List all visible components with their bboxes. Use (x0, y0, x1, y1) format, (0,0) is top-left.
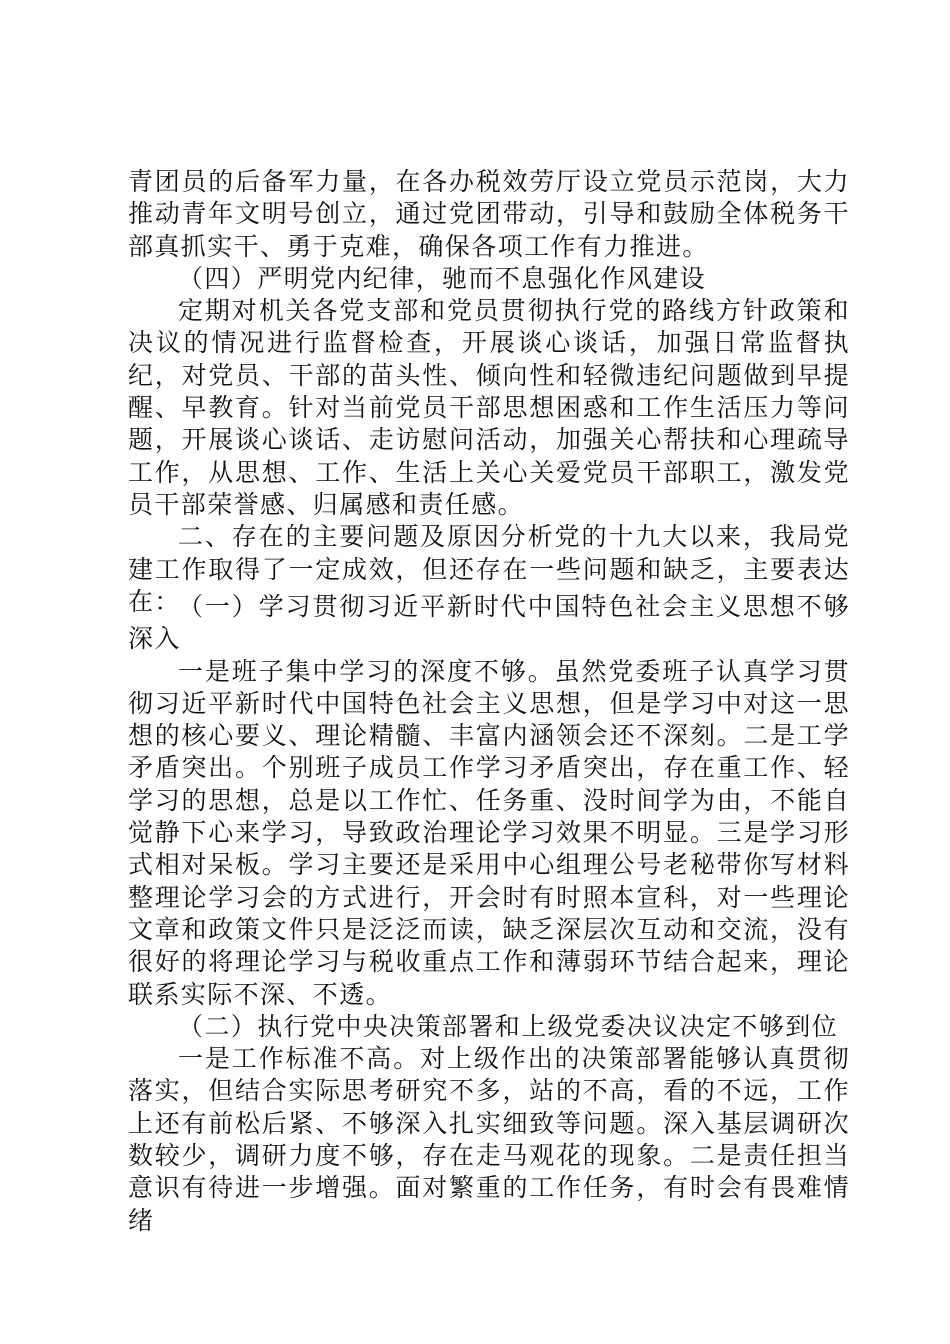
text-section-top (128, 166, 850, 618)
section-heading-2: （二）执行党中央决策部署和上级党委决议决定不够到位 (178, 1011, 839, 1041)
paragraph-continuation: 青团员的后备军力量，在各办税效劳厅设立党员示范岗，大力推动青年文明号创立，通过党团带动，引导和鼓励全体税务干部真抓实干、勇于克难，确保各项工作有力推进。 (128, 167, 850, 261)
text-section-bottom (128, 591, 850, 1237)
paragraph-problems-intro: 二、存在的主要问题及原因分析党的十九大以来，我局党建工作取得了一定成效，但还存在一些问题和缺乏，主要表达在： (128, 522, 850, 616)
paragraph-execution: 一是工作标准不高。对上级作出的决策部署能够认真贯彻落实，但结合实际思考研究不多，站的不高，看的不远，工作上还有前松后紧、不够深入扎实细致等问题。深入基层调研次数较少，调研力度不够，存在走马观花的现象。二是责任担当意识有待进一步增强。面对繁重的工作任务，有时会有畏难情绪 (128, 1044, 850, 1235)
section-heading-4: （四）严明党内纪律，驰而不息强化作风建设 (178, 263, 707, 293)
section-heading-1: （一）学习贯彻习近平新时代中国特色社会主义思想不够深入 (128, 592, 850, 654)
paragraph-study: 一是班子集中学习的深度不够。虽然党委班子认真学习贯彻习近平新时代中国特色社会主义思想，但是学习中对这一思想的核心要义、理论精髓、丰富内涵领会还不深刻。二是工学矛盾突出。个别班子成员工作学习矛盾突出，存在重工作、轻学习的思想，总是以工作忙、任务重、没时间学为由，不能自觉静下心来学习，导致政治理论学习效果不明显。三是学习形式相对呆板。学习主要还是采用中心组理公号老秘带你写材料整理论学习会的方式进行，开会时有时照本宣科，对一些理论文章和政策文件只是泛泛而读，缺乏深层次互动和交流，没有很好的将理论学习与税收重点工作和薄弱环节结合起来，理论联系实际不深、不透。 (128, 656, 850, 1009)
paragraph-discipline: 定期对机关各党支部和党员贯彻执行党的路线方针政策和决议的情况进行监督检查，开展谈心谈话，加强日常监督执纪，对党员、干部的苗头性、倾向性和轻微违纪问题做到早提醒、早教育。针对当前党员干部思想困惑和工作生活压力等问题，开展谈心谈话、走访慰问活动，加强关心帮扶和心理疏导工作，从思想、工作、生活上关心关爱党员干部职工，激发党员干部荣誉感、归属感和责任感。 (128, 296, 850, 519)
